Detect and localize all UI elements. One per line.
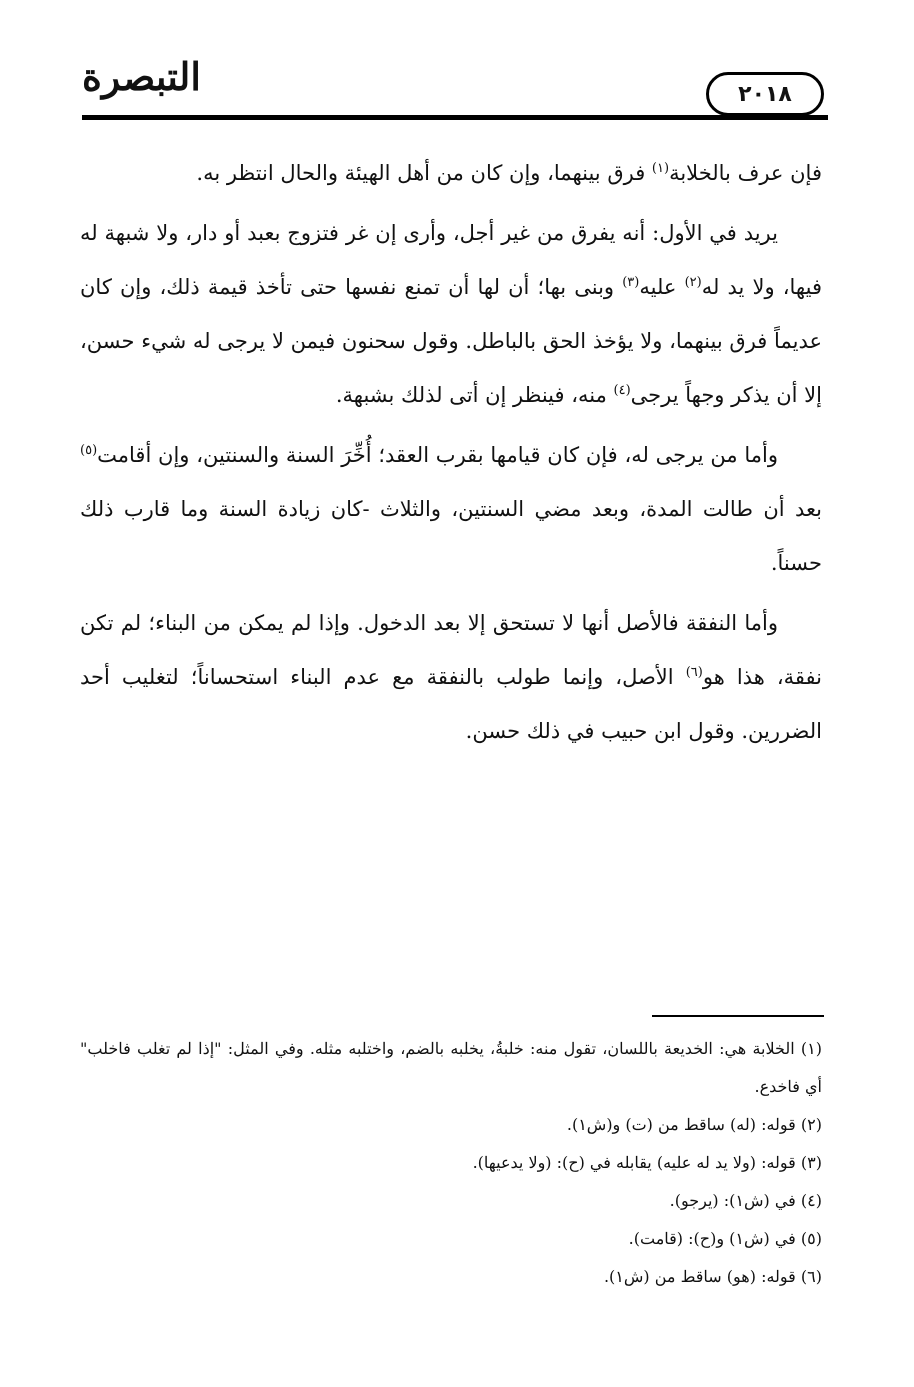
footnote-4: (٤) في (ش١): (يرجو). bbox=[669, 1191, 822, 1210]
footnote-ref-2: (٢) bbox=[684, 275, 702, 290]
page-header bbox=[82, 50, 828, 122]
footnotes bbox=[80, 1030, 822, 1296]
footnote-ref-3: (٣) bbox=[622, 275, 640, 290]
main-text bbox=[80, 146, 822, 764]
footnote-ref-5: (٥) bbox=[80, 443, 98, 458]
book-title: التبصرة bbox=[82, 54, 201, 99]
footnote-ref-4: (٤) bbox=[613, 383, 631, 398]
footnote-separator bbox=[652, 1015, 824, 1017]
footnote-ref-1: (١) bbox=[651, 161, 670, 176]
footnote-3: (٣) قوله: (ولا يد له عليه) يقابله في (ح): (ولا يدعيها). bbox=[472, 1153, 822, 1172]
paragraph-1: فإن عرف بالخلابة$^{(١)}$ فرق بينهما، وإن كان من أهل الهيئة والحال انتظر به. bbox=[196, 161, 822, 185]
footnote-6: (٦) قوله: (هو) ساقط من (ش١). bbox=[603, 1267, 822, 1286]
paragraph-3: وأما من يرجى له، فإن كان قيامها بقرب العقد؛ أُخِّرَ السنة والسنتين، وإن أقامت$^{(٥)}$ بعد أن طالت المدة، وبعد مضي السنتين، والثلاث -كان زيادة السنة وما قارب ذلك حسناً. bbox=[80, 443, 822, 575]
header-rule bbox=[82, 115, 828, 120]
paragraph-4: وأما النفقة فالأصل أنها لا تستحق إلا بعد الدخول. وإذا لم يمكن من البناء؛ لم تكن نفقة، هذا هو$^{(٦)}$ الأصل، وإنما طولب بالنفقة مع عدم البناء استحساناً؛ لتغليب أحد الضررين. وقول ابن حبيب في ذلك حسن. bbox=[80, 611, 822, 743]
footnote-5: (٥) في (ش١) و(ح): (قامت). bbox=[628, 1229, 822, 1248]
page-number-badge: ٢٠١٨ bbox=[706, 72, 824, 116]
footnote-2: (٢) قوله: (له) ساقط من (ت) و(ش١). bbox=[566, 1115, 822, 1134]
paragraph-2: يريد في الأول: أنه يفرق من غير أجل، وأرى إن غر فتزوج بعبد أو دار، ولا شبهة له فيها، ولا يد له$^{(٢)}$ عليه$^{(٣)}$ وبنى بها؛ أن لها أن تمنع نفسها حتى تأخذ قيمة ذلك، وإن كان عديماً فرق بينهما، ولا يؤخذ الحق بالباطل. وقول سحنون فيمن لا يرجى له شيء حسن، إلا أن يذكر وجهاً يرجى$^{(٤)}$ منه، فينظر إن أتى لذلك بشبهة. bbox=[80, 221, 822, 407]
footnote-1: (١) الخلابة هي: الخديعة باللسان، تقول منه: خلبةُ، يخلبه بالضم، واختلبه مثله. وفي المثل: "إذا لم تغلب فاخلب" أي فاخدع. bbox=[80, 1039, 822, 1096]
footnote-ref-6: (٦) bbox=[685, 665, 703, 680]
